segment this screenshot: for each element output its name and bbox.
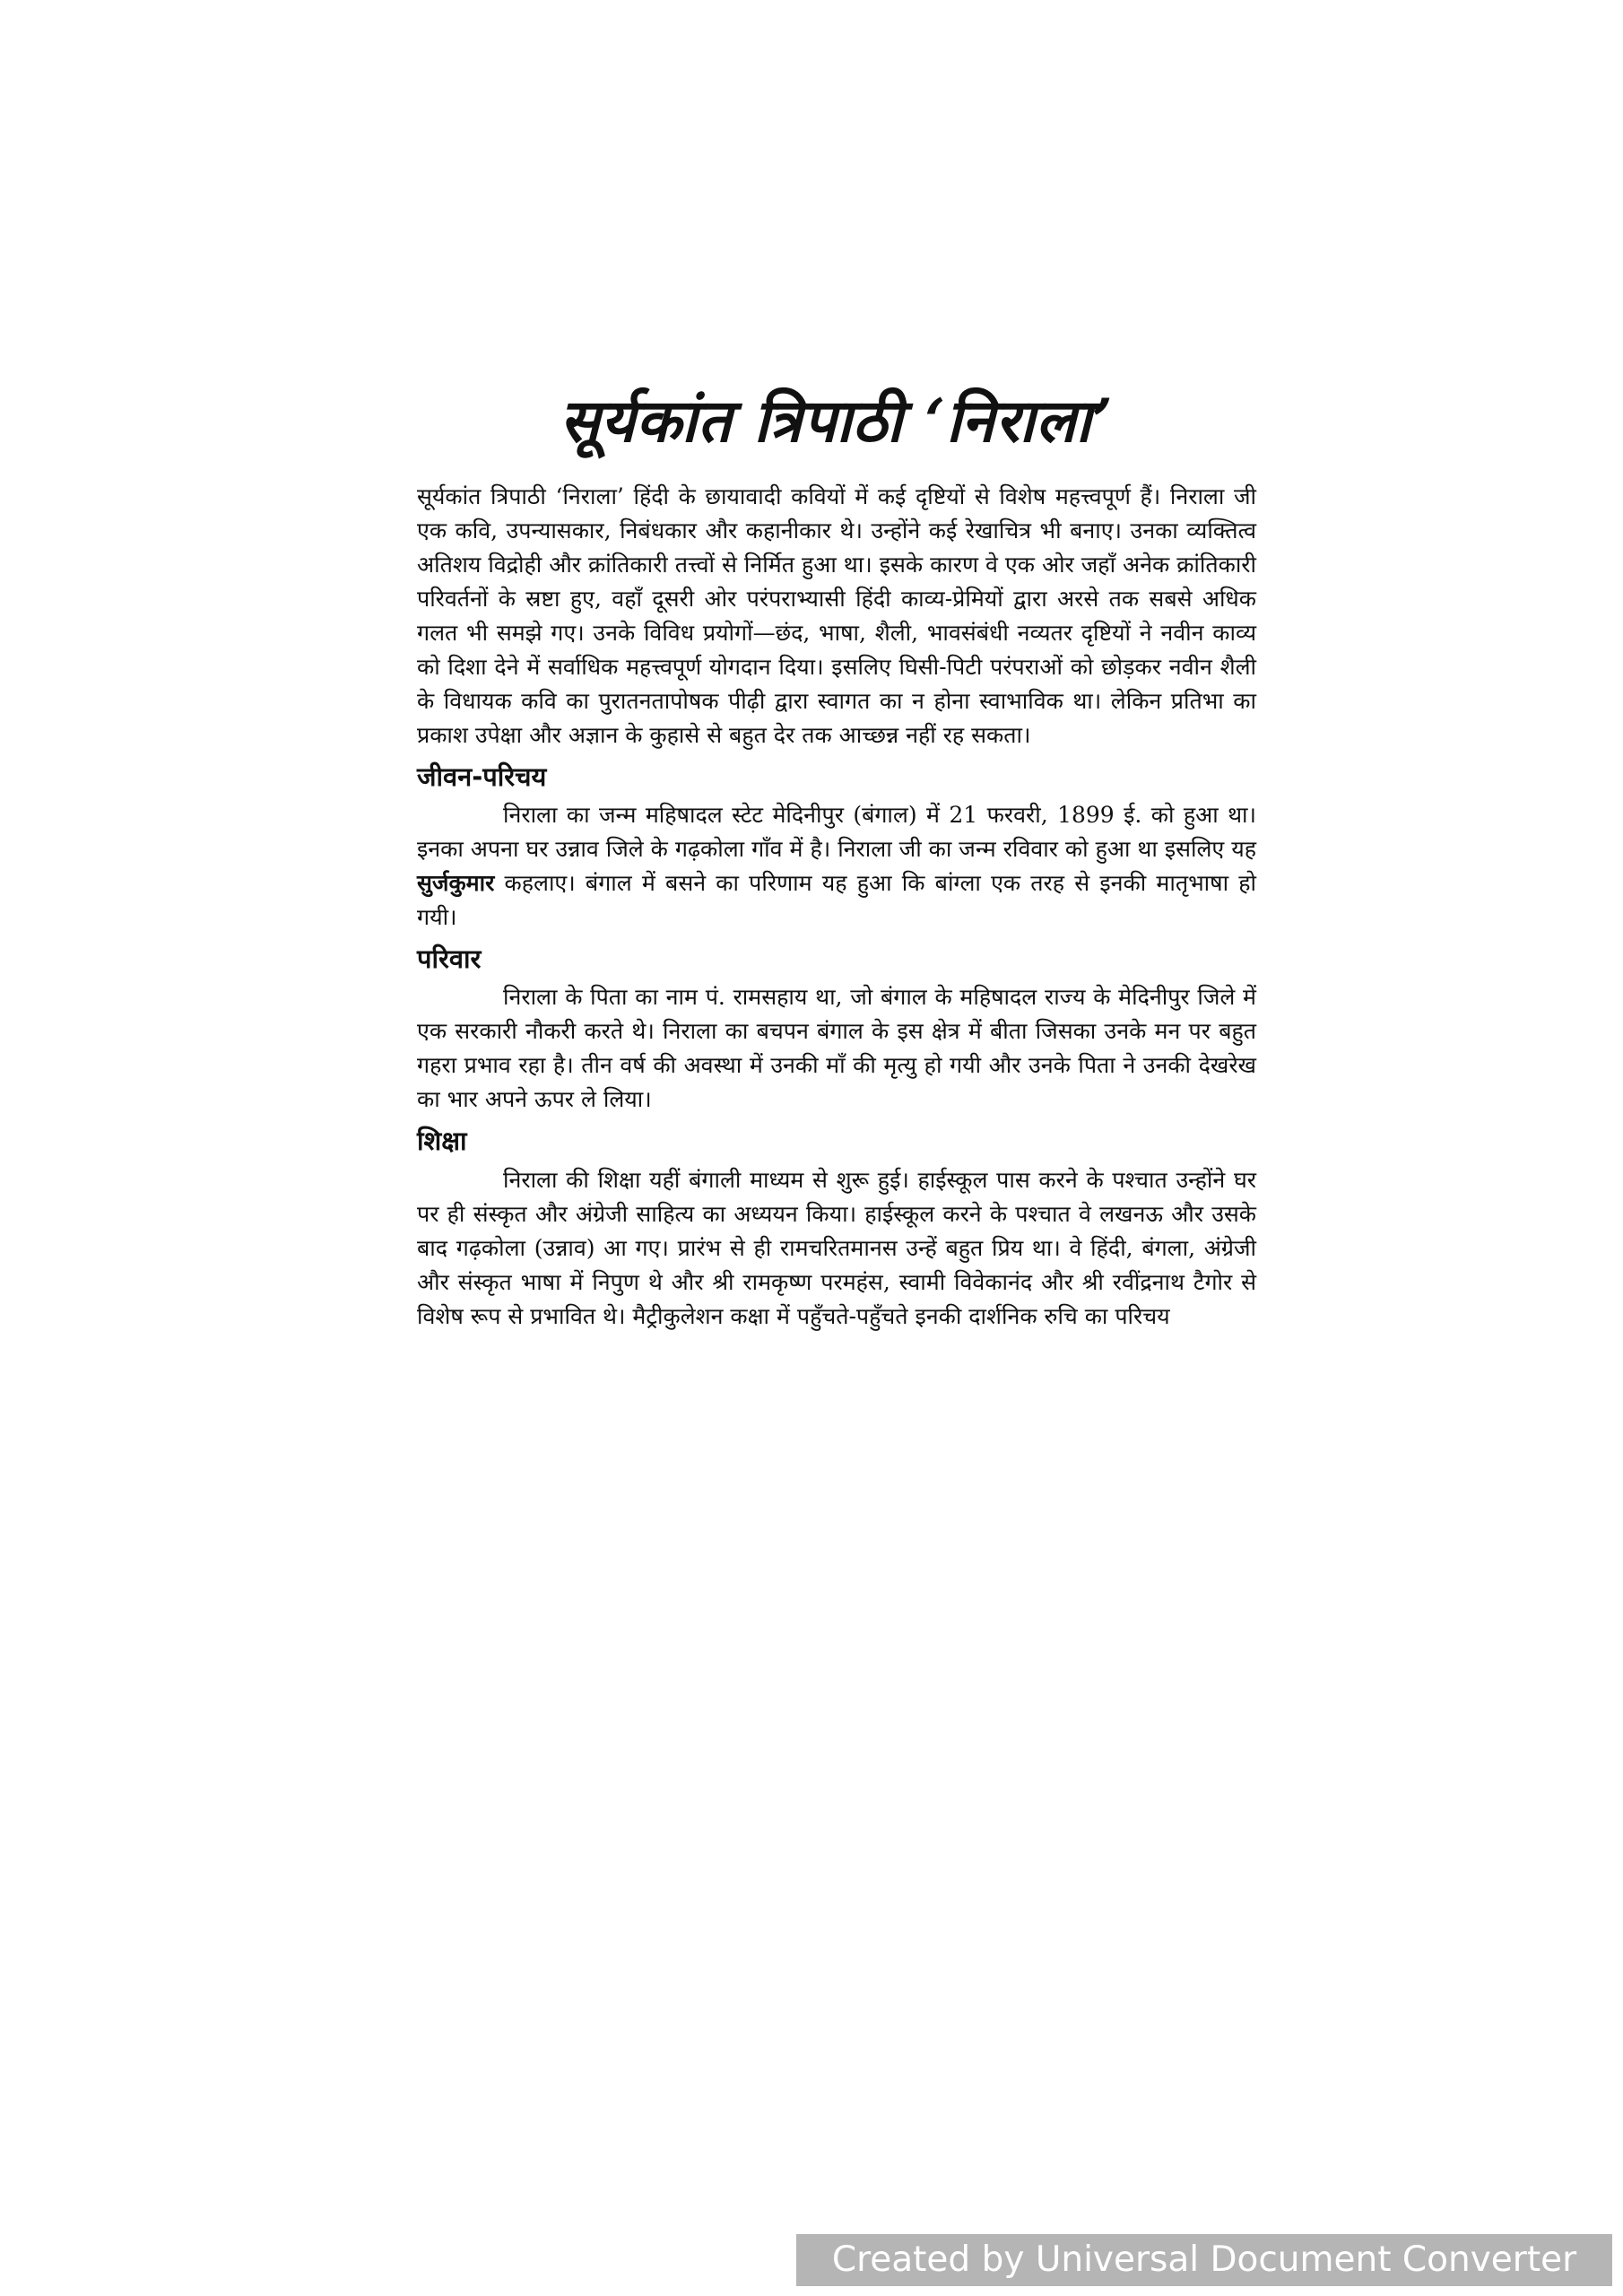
section-heading-family: परिवार [417, 944, 482, 975]
intro-paragraph: सूर्यकांत त्रिपाठी ‘निराला’ हिंदी के छायावादी कवियों में कई दृष्टियों से विशेष महत्त्वपूर्ण हैं। निराला जी एक कवि, उपन्यासकार, निबंधकार और कहानीकार थे। उन्होंने कई रेखाचित्र भी बनाए। उनका व्यक्तित्व अतिशय विद्रोही और क्रांतिकारी तत्त्वों से निर्मित हुआ था। इसके कारण वे एक ओर जहाँ अनेक क्रांतिकारी परिवर्तनों के स्रष्टा हुए, वहाँ दूसरी ओर परंपराभ्यासी हिंदी काव्य-प्रेमियों द्वारा अरसे तक सबसे अधिक गलत भी समझे गए। उनके विविध प्रयोगों—छंद, भाषा, शैली, भावसंबंधी नव्यतर दृष्टियों ने नवीन काव्य को दिशा देने में सर्वाधिक महत्त्वपूर्ण योगदान दिया। इसलिए घिसी-पिटी परंपराओं को छोड़कर नवीन शैली के विधायक कवि का पुरातनतापोषक पीढ़ी द्वारा स्वागत का न होना स्वाभाविक था। लेकिन प्रतिभा का प्रकाश उपेक्षा और अज्ञान के कुहासे से बहुत देर तक आच्छन्न नहीं रह सकता। [417, 483, 1256, 749]
biography-bold-name: सुर्जकुमार [417, 870, 495, 897]
family-paragraph: निराला के पिता का नाम पं. रामसहाय था, जो बंगाल के महिषादल राज्य के मेदिनीपुर जिले में एक सरकारी नौकरी करते थे। निराला का बचपन बंगाल के इस क्षेत्र में बीता जिसका उनके मन पर बहुत गहरा प्रभाव रहा है। तीन वर्ष की अवस्था में उनकी माँ की मृत्यु हो गयी और उनके पिता ने उनकी देखरेख का भार अपने ऊपर ले लिया। [417, 984, 1256, 1113]
biography-text-before: निराला का जन्म महिषादल स्टेट मेदिनीपुर (बंगाल) में 21 फरवरी, 1899 ई. को हुआ था। इनका अपना घर उन्नाव जिले के गढ़कोला गाँव में है। निराला जी का जन्म रविवार को हुआ था इसलिए यह [417, 802, 1256, 863]
page-content [417, 386, 1256, 1334]
biography-text-after: कहलाए। बंगाल में बसने का परिणाम यह हुआ कि बांग्ला एक तरह से इनकी मातृभाषा हो गयी। [417, 870, 1256, 931]
page-title: सूर्यकांत त्रिपाठी ‘निराला’ [560, 386, 1114, 456]
biography-paragraph [417, 798, 1256, 935]
section-heading-biography: जीवन-परिचय [417, 761, 547, 793]
education-paragraph: निराला की शिक्षा यहीं बंगाली माध्यम से शुरू हुई। हाईस्कूल पास करने के पश्चात उन्होंने घर पर ही संस्कृत और अंग्रेजी साहित्य का अध्ययन किया। हाईस्कूल करने के पश्चात वे लखनऊ और उसके बाद गढ़कोला (उन्नाव) आ गए। प्रारंभ से ही रामचरितमानस उन्हें बहुत प्रिय था। वे हिंदी, बंगला, अंग्रेजी और संस्कृत भाषा में निपुण थे और श्री रामकृष्ण परमहंस, स्वामी विवेकानंद और श्री रवींद्रनाथ टैगोर से विशेष रूप से प्रभावित थे। मैट्रीकुलेशन कक्षा में पहुँचते-पहुँचते इनकी दार्शनिक रुचि का परिचय [417, 1166, 1256, 1329]
section-heading-education: शिक्षा [417, 1126, 467, 1157]
converter-watermark: Created by Universal Document Converter [796, 2234, 1612, 2286]
